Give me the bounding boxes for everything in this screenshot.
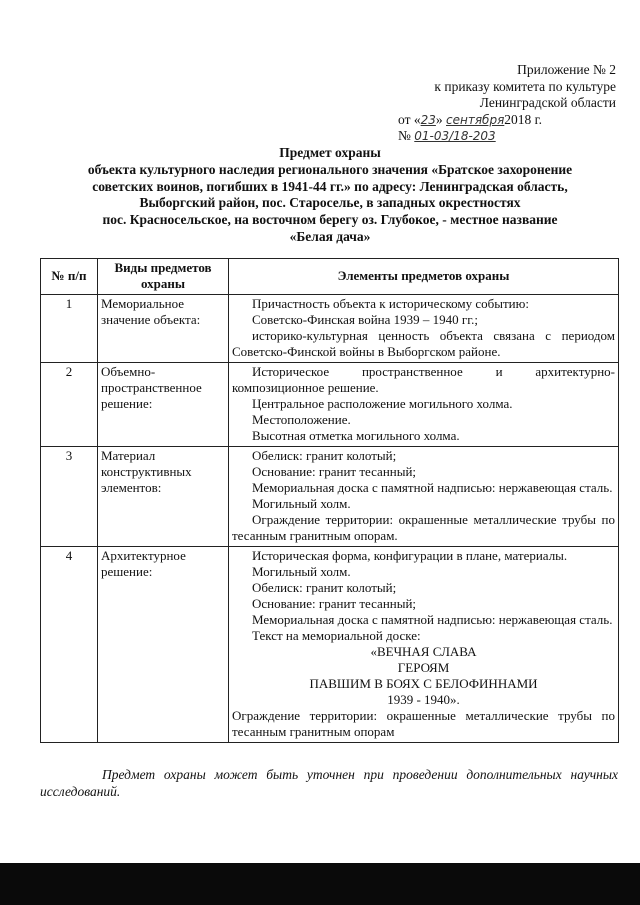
order-reference: к приказу комитета по культуре bbox=[434, 78, 616, 94]
inscription-line: ГЕРОЯМ bbox=[397, 660, 450, 675]
appendix-number: Приложение № 2 bbox=[517, 62, 616, 77]
table-row bbox=[41, 295, 619, 363]
date-mid: » bbox=[435, 111, 447, 127]
region-name: Ленинградской области bbox=[479, 95, 616, 110]
element-item: Обелиск: гранит колотый; bbox=[252, 448, 397, 463]
row-type: Материал конструктивных элементов: bbox=[98, 447, 229, 547]
row-number: 2 bbox=[41, 363, 98, 447]
row-type: Объемно-пространственное решение: bbox=[98, 363, 229, 447]
number-prefix: № bbox=[398, 128, 415, 143]
title-line-2: объекта культурного наследия регионального значения «Братское захоронение bbox=[87, 161, 573, 177]
order-date bbox=[376, 112, 616, 129]
fence-element: Ограждение территории: окрашенные металлические трубы по тесанным гранитным опорам bbox=[232, 708, 615, 739]
element-item: Обелиск: гранит колотый; bbox=[252, 580, 397, 595]
handwritten-month: сентября bbox=[446, 112, 505, 127]
table-header-row bbox=[41, 259, 619, 295]
element-item: историко-культурная ценность объекта связана с периодом Советско-Финской войны в Выборгском районе. bbox=[232, 328, 615, 359]
appendix-header bbox=[376, 62, 616, 145]
row-elements bbox=[229, 447, 619, 547]
order-number bbox=[376, 128, 616, 145]
element-item: Основание: гранит тесанный; bbox=[252, 596, 417, 611]
title-line-4: Выборгский район, пос. Староселье, в западных окрестностях bbox=[139, 195, 521, 211]
header-type: Виды предметов охраны bbox=[98, 259, 229, 295]
title-line-1: Предмет охраны bbox=[279, 145, 381, 160]
element-item: Основание: гранит тесанный; bbox=[252, 464, 417, 479]
row-number: 1 bbox=[41, 295, 98, 363]
footnote: Предмет охраны может быть уточнен при проведении дополнительных научных исследований. bbox=[40, 767, 618, 799]
row-elements bbox=[229, 547, 619, 743]
row-elements bbox=[229, 295, 619, 363]
inscription-line: «ВЕЧНАЯ СЛАВА bbox=[370, 644, 477, 659]
element-item: Мемориальная доска с памятной надписью: нержавеющая сталь. bbox=[252, 612, 613, 627]
element-item: Историческое пространственное и архитектурно-композиционное решение. bbox=[232, 364, 615, 395]
row-number: 4 bbox=[41, 547, 98, 743]
element-item: Мемориальная доска с памятной надписью: нержавеющая сталь. bbox=[252, 480, 613, 495]
inscription-line: ПАВШИМ В БОЯХ С БЕЛОФИННАМИ bbox=[309, 676, 538, 691]
row-type: Архитектурное решение: bbox=[98, 547, 229, 743]
row-type: Мемориальное значение объекта: bbox=[98, 295, 229, 363]
title-line-5: пос. Красносельское, на восточном берегу оз. Глубокое, - местное название bbox=[102, 212, 558, 228]
protection-table bbox=[40, 258, 619, 743]
element-item: Советско-Финская война 1939 – 1940 гг.; bbox=[252, 312, 478, 327]
handwritten-day: 23 bbox=[420, 112, 436, 127]
element-item: Причастность объекта к историческому событию: bbox=[252, 296, 529, 311]
table-row bbox=[41, 547, 619, 743]
element-item: Могильный холм. bbox=[252, 496, 351, 511]
element-item: Историческая форма, конфигурации в плане, материалы. bbox=[252, 548, 568, 563]
title-line-3: советских воинов, погибших в 1941-44 гг.» по адресу: Ленинградская область, bbox=[92, 178, 568, 194]
element-item: Центральное расположение могильного холма. bbox=[252, 396, 513, 411]
table-row bbox=[41, 363, 619, 447]
element-item: Высотная отметка могильного холма. bbox=[252, 428, 460, 443]
header-elements: Элементы предметов охраны bbox=[229, 259, 619, 295]
handwritten-number: 01-03/18-203 bbox=[414, 129, 496, 143]
element-item: Местоположение. bbox=[252, 412, 351, 427]
inscription-line: 1939 - 1940». bbox=[387, 692, 460, 707]
table-row bbox=[41, 447, 619, 547]
date-prefix: от « bbox=[398, 111, 421, 127]
element-item: Могильный холм. bbox=[252, 564, 351, 579]
row-number: 3 bbox=[41, 447, 98, 547]
row-elements bbox=[229, 363, 619, 447]
date-suffix: 2018 г. bbox=[504, 111, 543, 127]
element-item: Ограждение территории: окрашенные металлические трубы по тесанным гранитным опорам. bbox=[232, 512, 615, 543]
title-line-6: «Белая дача» bbox=[289, 228, 371, 244]
scan-bottom-edge bbox=[0, 863, 640, 905]
header-num: № п/п bbox=[41, 259, 98, 295]
document-title bbox=[40, 145, 620, 246]
element-item: Текст на мемориальной доске: bbox=[252, 628, 421, 643]
